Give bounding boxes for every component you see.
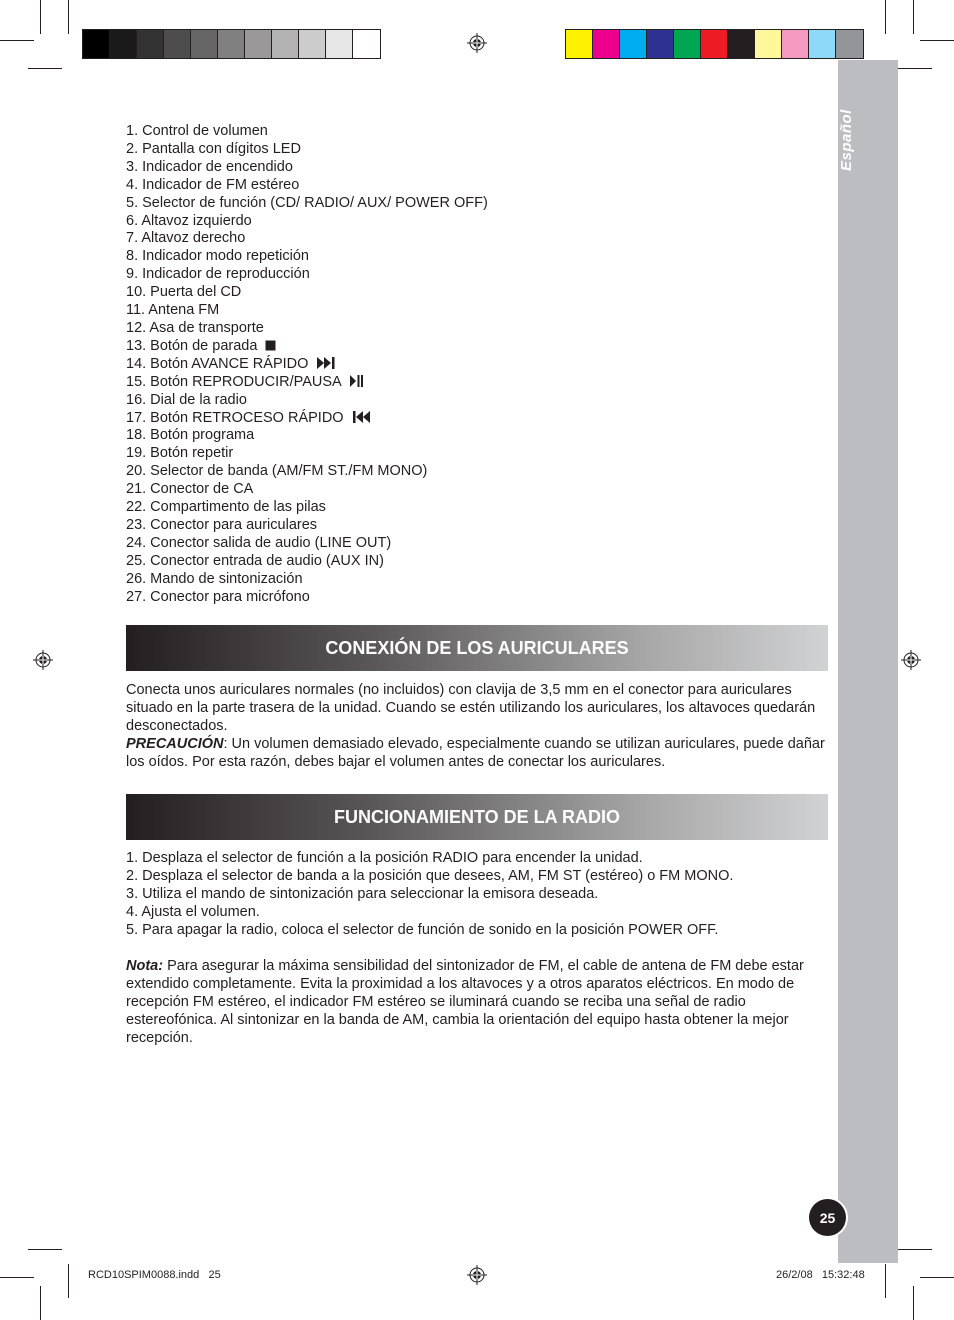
headphones-section-header: [126, 625, 828, 671]
caution-label: PRECAUCIÓN: [126, 735, 224, 752]
section-title: FUNCIONAMIENTO DE LA RADIO: [334, 806, 620, 827]
section-title: CONEXIÓN DE LOS AURICULARES: [325, 637, 629, 658]
crop-mark: [898, 1249, 932, 1250]
color-swatch: [353, 30, 380, 58]
color-swatch: [674, 30, 701, 58]
list-item: 1. Desplaza el selector de función a la posición RADIO para encender la unidad.: [126, 850, 643, 866]
list-item: 16. Dial de la radio: [126, 391, 247, 408]
list-item: 1. Control de volumen: [126, 123, 268, 139]
note-text: Para asegurar la máxima sensibilidad del sintonizador de FM, el cable de antena de FM debe estar extendido completamente. Evita la proximidad a los altavoces y a otros aparatos eléctricos. En modo de recepción FM estéreo, el indicador FM estéreo se iluminará cuando se reciba una señal de radio estereofónica. Al sintonizar en la banda de AM, cambia la orientación del equipo hasta obtener la mejor recepción.: [126, 958, 804, 1046]
color-swatch: [110, 30, 137, 58]
crop-mark: [68, 0, 69, 34]
color-swatch: [218, 30, 245, 58]
color-swatch: [782, 30, 809, 58]
color-swatch: [836, 30, 863, 58]
slug-file-info: RCD10SPIM0088.indd 25: [88, 1269, 221, 1281]
crop-mark: [40, 1286, 41, 1320]
color-swatch: [326, 30, 353, 58]
crop-mark: [40, 0, 41, 34]
grayscale-color-bar: [82, 29, 381, 59]
color-swatch: [299, 30, 326, 58]
list-item: 22. Compartimento de las pilas: [126, 499, 326, 516]
list-item: 2. Desplaza el selector de banda a la posición que desees, AM, FM ST (estéreo) o FM MONO.: [126, 867, 734, 884]
stop-icon: [265, 340, 276, 351]
list-item: 18. Botón programa: [126, 427, 255, 444]
registration-mark-icon: [901, 650, 921, 670]
list-item: 24. Conector salida de audio (LINE OUT): [126, 534, 392, 551]
list-item: 6. Altavoz izquierdo: [126, 212, 252, 229]
color-swatch: [272, 30, 299, 58]
list-item: 4. Indicador de FM estéreo: [126, 176, 300, 193]
list-item: 14. Botón AVANCE RÁPIDO: [126, 356, 488, 374]
list-item: 5. Para apagar la radio, coloca el selector de función de sonido en la posición POWER OFF.: [126, 921, 719, 938]
list-item: 2. Pantalla con dígitos LED: [126, 140, 301, 157]
list-item: 4. Ajusta el volumen.: [126, 903, 260, 920]
radio-steps-list: [126, 850, 733, 940]
color-swatch: [701, 30, 728, 58]
caution-text: : Un volumen demasiado elevado, especialmente cuando se utilizan auriculares, puede dañar los oídos. Por esta razón, debes bajar el volumen antes de conectar los auriculares.: [126, 735, 825, 770]
color-swatch: [164, 30, 191, 58]
language-side-tab: [838, 60, 898, 1263]
color-swatch: [245, 30, 272, 58]
list-item: 25. Conector entrada de audio (AUX IN): [126, 552, 384, 569]
list-item: 5. Selector de función (CD/ RADIO/ AUX/ POWER OFF): [126, 194, 488, 211]
color-swatch: [593, 30, 620, 58]
list-item: 15. Botón REPRODUCIR/PAUSA: [126, 374, 488, 392]
crop-mark: [913, 0, 914, 34]
list-item: 21. Conector de CA: [126, 481, 254, 498]
color-swatch: [647, 30, 674, 58]
note-paragraph: [126, 958, 818, 1048]
list-item: 20. Selector de banda (AM/FM ST./FM MONO): [126, 463, 428, 480]
rewind-icon: [352, 411, 372, 423]
crop-mark: [898, 68, 932, 69]
color-swatch: [566, 30, 593, 58]
color-swatch: [809, 30, 836, 58]
crop-mark: [28, 1249, 62, 1250]
list-item: 12. Asa de transporte: [126, 319, 264, 336]
crop-mark: [0, 40, 34, 41]
color-swatch: [191, 30, 218, 58]
list-item: 26. Mando de sintonización: [126, 570, 303, 587]
page-number: 25: [809, 1199, 846, 1236]
color-swatch: [755, 30, 782, 58]
crop-mark: [885, 0, 886, 34]
play-pause-icon: [349, 375, 364, 387]
list-item: 8. Indicador modo repetición: [126, 248, 309, 265]
list-item: 9. Indicador de reproducción: [126, 266, 310, 283]
list-item: 17. Botón RETROCESO RÁPIDO: [126, 410, 488, 428]
parts-list: [126, 123, 488, 606]
crop-mark: [920, 1277, 954, 1278]
list-item: 11. Antena FM: [126, 302, 220, 319]
list-item: 23. Conector para auriculares: [126, 516, 318, 533]
note-label: Nota:: [126, 958, 164, 974]
crop-mark: [920, 40, 954, 41]
process-color-bar: [565, 29, 864, 59]
registration-mark-icon: [33, 650, 53, 670]
color-swatch: [620, 30, 647, 58]
slug-timestamp: 26/2/08 15:32:48: [776, 1269, 865, 1281]
registration-mark-icon: [467, 1265, 487, 1285]
list-item: 3. Indicador de encendido: [126, 158, 293, 175]
registration-mark-icon: [467, 33, 487, 53]
list-item: 19. Botón repetir: [126, 445, 234, 462]
color-swatch: [728, 30, 755, 58]
list-item: 13. Botón de parada: [126, 338, 488, 356]
color-swatch: [83, 30, 110, 58]
crop-mark: [28, 68, 62, 69]
color-swatch: [137, 30, 164, 58]
radio-section-header: [126, 794, 828, 840]
list-item: 27. Conector para micrófono: [126, 588, 310, 605]
language-tab-label: [838, 145, 855, 171]
caution-paragraph: [126, 736, 826, 772]
crop-mark: [913, 1286, 914, 1320]
list-item: 3. Utiliza el mando de sintonización para seleccionar la emisora deseada.: [126, 885, 599, 902]
crop-mark: [885, 1264, 886, 1298]
paragraph: Conecta unos auriculares normales (no incluidos) con clavija de 3,5 mm en el conector para auriculares situado en la parte trasera de la unidad. Cuando se estén utilizando los auriculares, los altavoces quedarán desconectados.: [126, 682, 816, 734]
list-item: 10. Puerta del CD: [126, 284, 242, 301]
fast-forward-icon: [316, 357, 336, 369]
crop-mark: [68, 1264, 69, 1298]
radio-note: [126, 958, 818, 1048]
crop-mark: [0, 1277, 34, 1278]
headphones-section-body: [126, 682, 826, 772]
list-item: 7. Altavoz derecho: [126, 230, 246, 247]
